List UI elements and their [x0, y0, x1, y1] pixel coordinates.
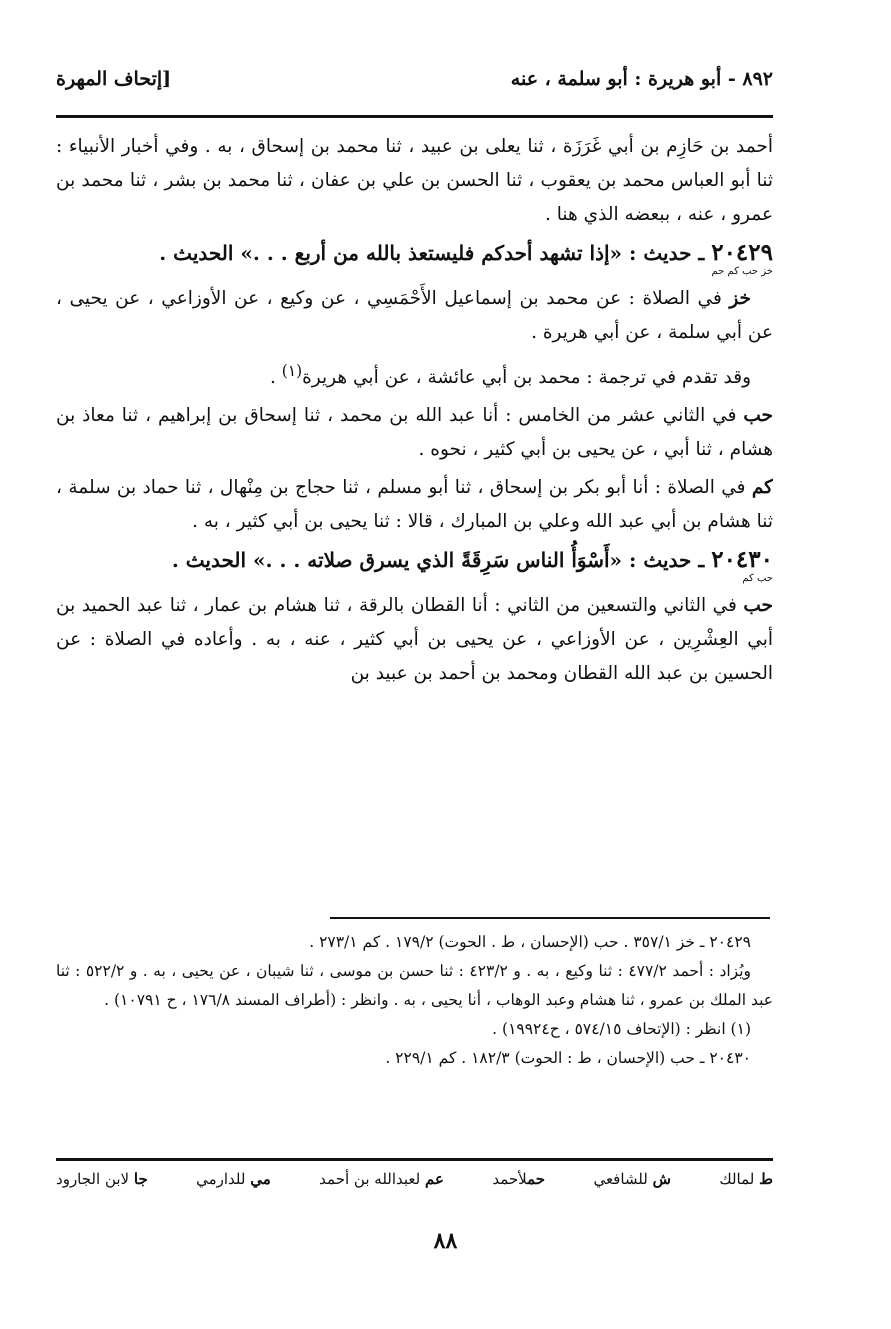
paragraph: حب في الثاني عشر من الخامس : أنا عبد الله بن محمد ، ثنا إسحاق بن إبراهيم ، ثنا معاذ بن هشام ، ثنا أبي ، عن يحيى بن أبي كثير ، نحوه . — [56, 405, 773, 461]
source-abbr: حب — [743, 405, 773, 427]
footnote: ويُزاد : أحمد ٤٧٧/٢ : ثنا وكيع ، به . و ٤٢٣/٢ : ثنا حسن بن موسى ، ثنا شيبان ، عن يحيى ، به . و ٥٢٢/٢ : ثنا عبد الملك بن عمرو ، ثنا هشام وعبد الوهاب ، أنا يحيى ، به . وانظر : (أطراف المسند ١٧٦/٨ ، ح ١٠٧٩١) . — [56, 962, 773, 1009]
legend-item: ط لمالك — [719, 1170, 773, 1188]
page-number: ٨٨ — [433, 1228, 458, 1254]
footnote-rule — [330, 917, 770, 919]
abbreviation-legend — [56, 1170, 773, 1200]
hadith-number: ٢٠٤٣٠ — [711, 546, 773, 574]
legend-item: جا لابن الجارود — [56, 1170, 148, 1188]
footnote: (١) انظر : (الإتحاف ٥٧٤/١٥ ، ح١٩٩٢٤) . — [492, 1020, 751, 1038]
hadith-sigla: حب كم — [742, 573, 773, 585]
source-abbr: كم — [751, 477, 773, 499]
hadith-title: ـ حديث : «إذا تشهد أحدكم فليستعذ بالله من أربع . . .» الحديث . — [159, 241, 712, 265]
paragraph: خز في الصلاة : عن محمد بن إسماعيل الأَحْمَسِي ، عن وكيع ، عن الأوزاعي ، عن يحيى ، عن أبي سلمة ، عن أبي هريرة . — [56, 288, 773, 343]
legend-rule — [56, 1158, 773, 1161]
paragraph: أحمد بن حَازِم بن أبي غَرَزَة ، ثنا يعلى بن عبيد ، ثنا محمد بن إسحاق ، به . وفي أخبار الأنبياء : ثنا أبو العباس محمد بن يعقوب ، ثنا الحسن بن علي بن عفان ، ثنا محمد بن بشر ، ثنا محمد بن عمرو ، عنه ، ببعضه الذي هنا . — [56, 136, 773, 225]
header-section-title: ٨٩٢ - أبو هريرة : أبو سلمة ، عنه — [510, 68, 773, 90]
source-abbr: حب — [743, 595, 773, 617]
footnote-ref: (١) — [281, 362, 303, 380]
main-text — [56, 130, 773, 910]
legend-item: مي للدارمي — [196, 1170, 271, 1188]
hadith-heading — [56, 543, 773, 577]
hadith-heading — [56, 236, 773, 270]
footnotes — [56, 928, 773, 1153]
footnote: ٢٠٤٣٠ ـ حب (الإحسان ، ط : الحوت) ١٨٢/٣ . كم ٢٢٩/١ . — [385, 1049, 751, 1067]
header-rule — [56, 115, 773, 118]
legend-item: عم لعبدالله بن أحمد — [319, 1170, 444, 1188]
hadith-title: ـ حديث : «أَسْوَأُ الناس سَرِقَةً الذي يسرق صلاته . . .» الحديث . — [171, 548, 712, 573]
hadith-sigla: خز حب كم حم — [711, 266, 773, 277]
paragraph: كم في الصلاة : أنا أبو بكر بن إسحاق ، ثنا أبو مسلم ، ثنا حجاج بن مِنْهال ، ثنا حماد بن سلمة ، ثنا هشام بن أبي عبد الله وعلي بن المبارك ، قالا : ثنا يحيى بن أبي كثير ، به . — [56, 477, 773, 533]
paragraph: حب في الثاني والتسعين من الثاني : أنا القطان بالرقة ، ثنا هشام بن عمار ، ثنا عبد الحميد بن أبي العِشْرِين ، عن الأوزاعي ، عن يحيى بن أبي كثير ، عنه ، به . وأعاده في الصلاة : عن الحسين بن عبد الله القطان ومحمد بن أحمد بن عبيد بن — [56, 595, 773, 685]
footnote: ٢٠٤٢٩ ـ خز ٣٥٧/١ . حب (الإحسان ، ط . الحوت) ١٧٩/٢ . كم ٢٧٣/١ . — [309, 933, 751, 951]
header-book-title: [إتحاف المهرة — [56, 68, 172, 90]
legend-item: ش للشافعي — [593, 1170, 671, 1188]
source-abbr: خز — [729, 288, 751, 309]
paragraph: وقد تقدم في ترجمة : محمد بن أبي عائشة ، عن أبي هريرة$^{(١)}$ . — [270, 362, 751, 389]
legend-item: حملأحمد — [492, 1170, 546, 1188]
running-header — [56, 62, 773, 96]
hadith-number: ٢٠٤٢٩ — [711, 239, 773, 266]
